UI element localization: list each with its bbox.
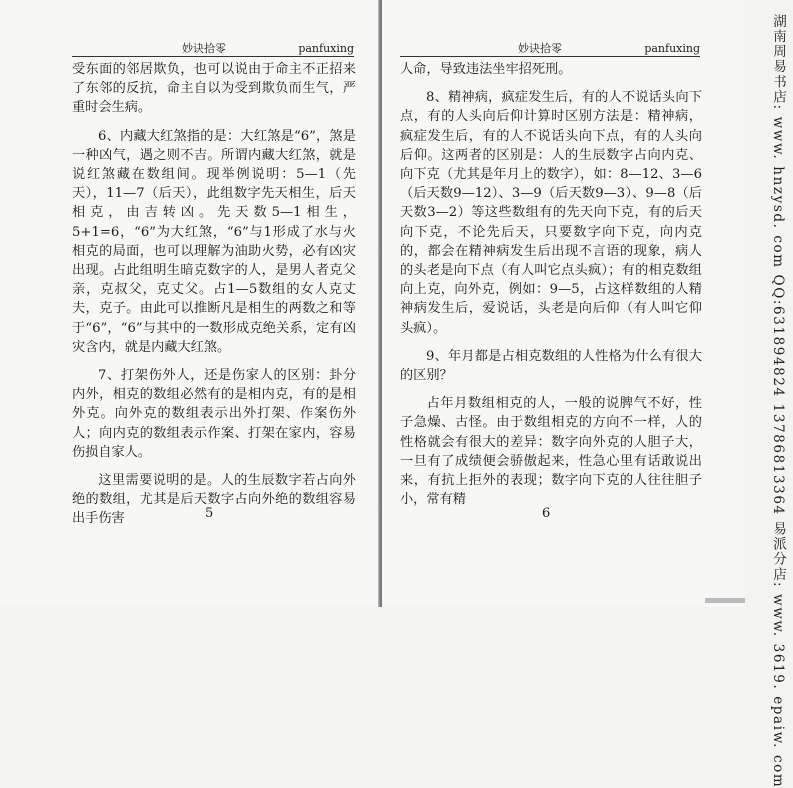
paragraph: 6、内藏大红煞指的是：大红煞是“6”，煞是一种凶气，遇之则不吉。所谓内藏大红煞，就是说红煞藏在数组间。现举例说明：5—1（先天），11—7（后天），此组数字先天相生，后天相克，由吉转凶。先天数5—1相生，5+1=6，“6”为大红煞，“6”与1形成了水与火相克的局面，也可以理解为油助火势，必有凶灾出现。占此组明生暗克数字的人，是男人者克父亲，克叔父，克丈父。占1—5数组的女人克丈夫，克子。由此可以推断凡是相生的两数之和等于“6”，“6”与其中的一数形成克绝关系，定有凶灾含内，就是内藏大红煞。	[72, 128, 356, 355]
paragraph: 占年月数组相克的人，一般的说脾气不好，性子急燥、古怪。由于数组相克的方向不一样，人的性格就会有很大的差异：数字向外克的人胆子大，一旦有了成绩便会骄傲起来，性急心里有话敢说出来，有抗上拒外的表现；数字向下克的人往往胆子小，常有精	[400, 396, 702, 508]
left-header-title: 妙诀拾零	[182, 42, 226, 55]
paragraph: 8、精神病，疯症发生后，有的人不说话头向下点，有的人头向后仰计算时区别方法是：精神病，疯症发生后，有的人不说话头向下点，有的人头向后仰。这两者的区别是：人的生辰数字占向内克、向下克（尤其是年月上的数字），如：8—12、3—6（后天数9—12）、3—9（后天数9—3）、9—8（后天数3—2）等这些数组有的先天向下克，有的后天向下克，不论先后天，只要数字向下克，向内克的，都会在精神病发生后出现不言语的现象，病人的头老是向下点（有人叫它点头疯）；有的相克数组向上克，向外克，例如：9—5，占这样数组的人精神病发生后，爱说话，头老是向后仰（有人叫它仰头疯）。	[400, 90, 702, 336]
paragraph: 这里需要说明的是。人的生辰数字若占向外绝的数组，尤其是后天数字占向外绝的数组容易出手伤害	[72, 473, 356, 527]
paragraph: 受东面的邻居欺负，也可以说由于命主不正招来了东邻的反抗，命主自以为受到欺负而生气，严重时会生病。	[72, 62, 356, 116]
paragraph: 人命，导致违法坐牢招死刑。	[400, 62, 572, 77]
side-watermark: 湖南周易书店: www. hnzysd. com QQ:631894824 13786813364 易派分店: www. 3619. epaiw. com	[770, 14, 786, 788]
paragraph: 9、年月都是占相克数组的人性格为什么有很大的区别？	[400, 348, 702, 384]
right-header-author: panfuxing	[644, 42, 700, 55]
right-page	[382, 0, 744, 607]
paragraph: 7、打架伤外人，还是伤家人的区别：卦分内外，相克的数组必然有的是相内克，有的是相外克。向外克的数组表示出外打架、作案伤外人；向内克的数组表示作案、打架在家内，容易伤损自家人。	[72, 368, 356, 460]
left-page	[0, 0, 380, 607]
right-running-header	[400, 42, 700, 57]
left-running-header	[72, 42, 354, 57]
right-page-body	[400, 60, 702, 509]
right-page-number: 6	[542, 506, 551, 521]
left-header-author: panfuxing	[298, 42, 354, 55]
right-header-title: 妙诀拾零	[518, 42, 562, 55]
left-page-body	[72, 60, 356, 529]
left-page-number: 5	[205, 506, 214, 521]
scan-mark	[705, 598, 745, 603]
